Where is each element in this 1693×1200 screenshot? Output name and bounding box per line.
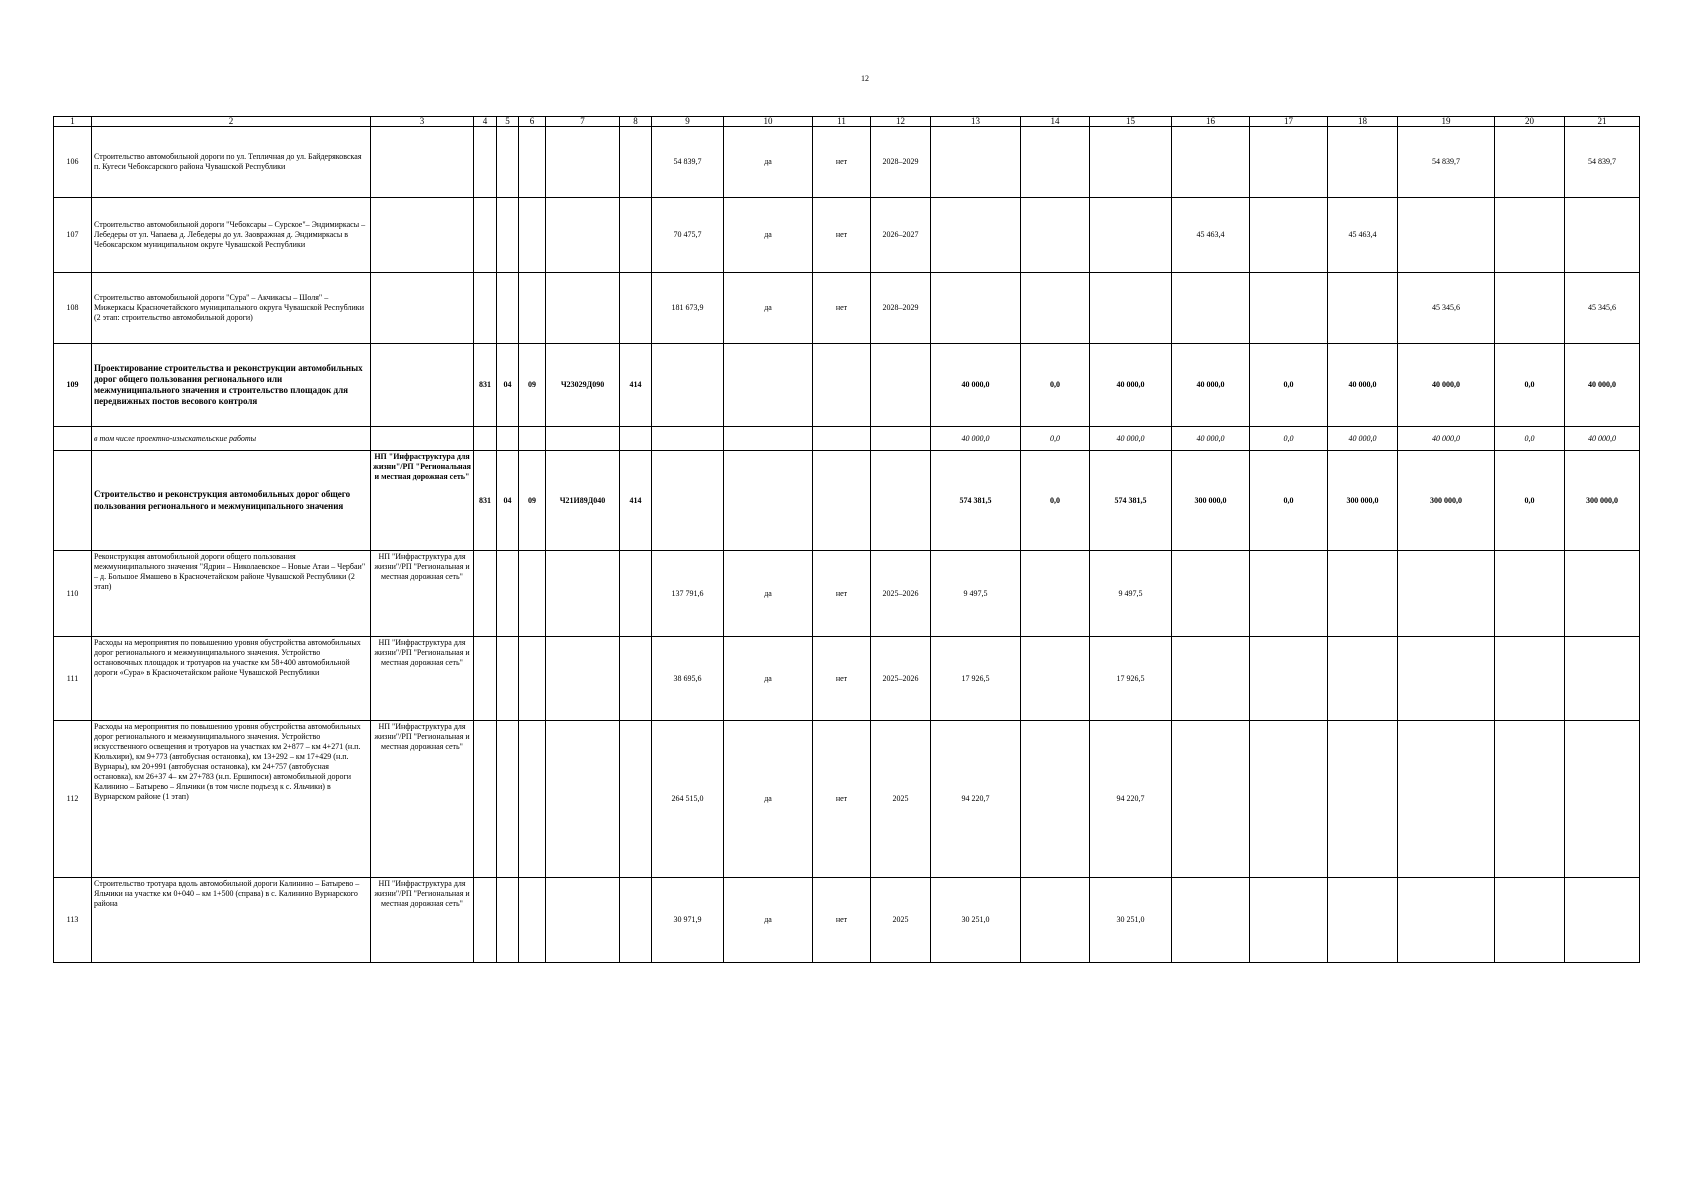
row-number: 107 [54, 198, 92, 273]
amount-cell: 0,0 [1250, 451, 1328, 551]
flag-value: да [724, 127, 813, 198]
amount-cell [1021, 127, 1090, 198]
amount-cell: 45 463,4 [1172, 198, 1250, 273]
period-value: 2028–2029 [871, 127, 931, 198]
flag-value [813, 451, 871, 551]
amount-cell [1565, 721, 1640, 878]
column-number: 9 [652, 117, 724, 127]
row-number: 110 [54, 551, 92, 637]
flag-value: да [724, 551, 813, 637]
funding-source: НП "Инфраструктура для жизни"/РП "Региональная и местная дорожная сеть" [371, 637, 474, 721]
table-row [54, 127, 1640, 198]
funding-source [371, 273, 474, 344]
amount-cell [1495, 127, 1565, 198]
budget-code: 831 [474, 451, 497, 551]
measure-name: Строительство тротуара вдоль автомобильной дороги Калинино – Батырево – Яльчики на участке км 0+040 – км 1+500 (справа) в с. Калинино Вурнарского района [92, 878, 371, 963]
amount-cell [1090, 273, 1172, 344]
budget-code [497, 878, 519, 963]
amount-cell: 300 000,0 [1398, 451, 1495, 551]
amount-cell [1021, 273, 1090, 344]
flag-value: нет [813, 878, 871, 963]
column-number-row [54, 117, 1640, 127]
amount-cell [1250, 127, 1328, 198]
measure-name: Расходы на мероприятия по повышению уровня обустройства автомобильных дорог регионального и межмуниципального значения. Устройство остановочных площадок и тротуаров на участке км 58+400 автомобильной дороги «Сура» в Красночетайском районе Чувашской Республики [92, 637, 371, 721]
amount-cell [931, 198, 1021, 273]
measure-name: Строительство автомобильной дороги "Чебоксары – Сурское"– Эндимиркасы – Лебедеры от ул. Чапаева д. Лебедеры до ул. Заовражная д. Эндимиркасы в Чебоксарском муниципальном округе Чувашской Республики [92, 198, 371, 273]
flag-value: нет [813, 551, 871, 637]
amount-cell [1172, 637, 1250, 721]
amount-cell [1021, 878, 1090, 963]
budget-code [546, 198, 620, 273]
funding-source: НП "Инфраструктура для жизни"/РП "Региональная и местная дорожная сеть" [371, 551, 474, 637]
amount-cell [1090, 198, 1172, 273]
flag-value: да [724, 637, 813, 721]
budget-code: 04 [497, 344, 519, 427]
amount-cell: 40 000,0 [1565, 344, 1640, 427]
budget-code: Ч21И89Д040 [546, 451, 620, 551]
budget-code [497, 198, 519, 273]
budget-code [519, 127, 546, 198]
amount-cell [1495, 551, 1565, 637]
estimated-cost: 264 515,0 [652, 721, 724, 878]
amount-cell [1565, 878, 1640, 963]
amount-cell [1250, 198, 1328, 273]
amount-cell: 40 000,0 [1172, 427, 1250, 451]
estimated-cost [652, 451, 724, 551]
estimated-cost [652, 344, 724, 427]
amount-cell [1172, 127, 1250, 198]
budget-code [474, 427, 497, 451]
period-value [871, 344, 931, 427]
column-number: 13 [931, 117, 1021, 127]
measure-name: Расходы на мероприятия по повышению уровня обустройства автомобильных дорог регионального и межмуниципального значения. Устройство искусственного освещения и тротуаров на участках км 2+877 – км 4+271 (н.п. Кюльхири), км 9+773 (автобусная остановка), км 13+292 – км 17+429 (н.п. Вурнары), км 20+991 (автобусная остановка), км 24+757 (автобусная остановка), км 26+37 4– км 27+783 (н.п. Ершипоси) автомобильной дороги Калинино – Батырево – Яльчики (в том числе подъезд к с. Яльчики) в Вурнарском районе (1 этап) [92, 721, 371, 878]
column-number: 12 [871, 117, 931, 127]
amount-cell: 40 000,0 [1172, 344, 1250, 427]
program-table [53, 116, 1640, 963]
measure-name: Строительство автомобильной дороги "Сура" – Акчикасы – Шоля" – Мижеркасы Красночетайского муниципального округа Чувашской Республики (2 этап: строительство автомобильной дороги) [92, 273, 371, 344]
budget-code: 04 [497, 451, 519, 551]
amount-cell: 574 381,5 [931, 451, 1021, 551]
column-number: 11 [813, 117, 871, 127]
amount-cell [1172, 878, 1250, 963]
budget-code [474, 273, 497, 344]
table-row [54, 637, 1640, 721]
amount-cell: 0,0 [1021, 344, 1090, 427]
amount-cell [1398, 721, 1495, 878]
amount-cell [1021, 551, 1090, 637]
amount-cell [1172, 273, 1250, 344]
amount-cell: 300 000,0 [1172, 451, 1250, 551]
column-number: 17 [1250, 117, 1328, 127]
amount-cell: 45 345,6 [1565, 273, 1640, 344]
amount-cell [1328, 127, 1398, 198]
budget-code [620, 273, 652, 344]
column-number: 4 [474, 117, 497, 127]
amount-cell: 54 839,7 [1398, 127, 1495, 198]
amount-cell: 30 251,0 [931, 878, 1021, 963]
budget-code [497, 637, 519, 721]
amount-cell [1328, 721, 1398, 878]
budget-code [620, 198, 652, 273]
amount-cell [1021, 721, 1090, 878]
funding-source: НП "Инфраструктура для жизни"/РП "Региональная и местная дорожная сеть" [371, 451, 474, 551]
measure-name: в том числе проектно-изыскательские работы [92, 427, 371, 451]
table-row [54, 344, 1640, 427]
amount-cell [1172, 551, 1250, 637]
flag-value: да [724, 273, 813, 344]
amount-cell [1495, 637, 1565, 721]
budget-code [474, 127, 497, 198]
flag-value [724, 344, 813, 427]
amount-cell: 40 000,0 [1398, 427, 1495, 451]
column-number: 15 [1090, 117, 1172, 127]
budget-code [620, 878, 652, 963]
budget-code [474, 878, 497, 963]
amount-cell: 17 926,5 [1090, 637, 1172, 721]
row-number: 111 [54, 637, 92, 721]
flag-value [724, 451, 813, 551]
row-number: 112 [54, 721, 92, 878]
amount-cell [1328, 637, 1398, 721]
amount-cell: 0,0 [1495, 427, 1565, 451]
estimated-cost [652, 427, 724, 451]
row-number: 106 [54, 127, 92, 198]
budget-code [497, 127, 519, 198]
table-row [54, 721, 1640, 878]
budget-code [546, 878, 620, 963]
period-value [871, 427, 931, 451]
measure-name: Проектирование строительства и реконструкции автомобильных дорог общего пользования регионального или межмуниципального значения и строительство площадок для передвижных постов весового контроля [92, 344, 371, 427]
amount-cell [1398, 551, 1495, 637]
amount-cell [1328, 878, 1398, 963]
column-number: 8 [620, 117, 652, 127]
amount-cell: 30 251,0 [1090, 878, 1172, 963]
amount-cell: 9 497,5 [931, 551, 1021, 637]
amount-cell [1495, 878, 1565, 963]
flag-value: да [724, 721, 813, 878]
amount-cell: 0,0 [1495, 451, 1565, 551]
flag-value: да [724, 198, 813, 273]
column-number: 21 [1565, 117, 1640, 127]
amount-cell [1250, 637, 1328, 721]
column-number: 1 [54, 117, 92, 127]
flag-value [813, 344, 871, 427]
amount-cell [1250, 721, 1328, 878]
flag-value [724, 427, 813, 451]
column-number: 14 [1021, 117, 1090, 127]
budget-code [497, 427, 519, 451]
amount-cell [1021, 637, 1090, 721]
column-number: 16 [1172, 117, 1250, 127]
flag-value: нет [813, 721, 871, 878]
budget-code [620, 721, 652, 878]
table-row [54, 451, 1640, 551]
table-row [54, 198, 1640, 273]
budget-code: 831 [474, 344, 497, 427]
amount-cell: 40 000,0 [1090, 344, 1172, 427]
measure-name: Строительство автомобильной дороги по ул. Тепличная до ул. Байдеряковская п. Кугеси Чебоксарского района Чувашской Республики [92, 127, 371, 198]
amount-cell [1495, 721, 1565, 878]
amount-cell [1328, 551, 1398, 637]
row-number [54, 451, 92, 551]
amount-cell [1565, 551, 1640, 637]
amount-cell [1398, 878, 1495, 963]
column-number: 18 [1328, 117, 1398, 127]
funding-source: НП "Инфраструктура для жизни"/РП "Региональная и местная дорожная сеть" [371, 721, 474, 878]
amount-cell: 300 000,0 [1565, 451, 1640, 551]
funding-source [371, 344, 474, 427]
table-row [54, 551, 1640, 637]
budget-code: 414 [620, 451, 652, 551]
budget-code [546, 427, 620, 451]
budget-code [519, 427, 546, 451]
amount-cell [1565, 198, 1640, 273]
amount-cell: 94 220,7 [931, 721, 1021, 878]
table-row [54, 427, 1640, 451]
budget-code [620, 637, 652, 721]
budget-code [620, 427, 652, 451]
flag-value: нет [813, 198, 871, 273]
flag-value: нет [813, 127, 871, 198]
amount-cell [1495, 198, 1565, 273]
flag-value: нет [813, 273, 871, 344]
amount-cell [1250, 878, 1328, 963]
amount-cell [1565, 637, 1640, 721]
budget-code [497, 551, 519, 637]
amount-cell [1398, 637, 1495, 721]
budget-code [474, 721, 497, 878]
amount-cell: 40 000,0 [1328, 344, 1398, 427]
amount-cell [1328, 273, 1398, 344]
amount-cell: 40 000,0 [931, 344, 1021, 427]
amount-cell: 40 000,0 [1328, 427, 1398, 451]
amount-cell: 40 000,0 [1565, 427, 1640, 451]
amount-cell [1495, 273, 1565, 344]
budget-code [474, 198, 497, 273]
column-number: 7 [546, 117, 620, 127]
estimated-cost: 181 673,9 [652, 273, 724, 344]
amount-cell: 0,0 [1495, 344, 1565, 427]
amount-cell: 45 463,4 [1328, 198, 1398, 273]
amount-cell [1172, 721, 1250, 878]
table-row [54, 273, 1640, 344]
flag-value: нет [813, 637, 871, 721]
amount-cell: 40 000,0 [1398, 344, 1495, 427]
column-number: 10 [724, 117, 813, 127]
budget-code [497, 273, 519, 344]
amount-cell: 54 839,7 [1565, 127, 1640, 198]
flag-value: да [724, 878, 813, 963]
funding-source: НП "Инфраструктура для жизни"/РП "Региональная и местная дорожная сеть" [371, 878, 474, 963]
funding-source [371, 427, 474, 451]
funding-source [371, 127, 474, 198]
estimated-cost: 137 791,6 [652, 551, 724, 637]
amount-cell: 40 000,0 [931, 427, 1021, 451]
funding-source [371, 198, 474, 273]
budget-code: 09 [519, 344, 546, 427]
table-row [54, 878, 1640, 963]
budget-code: Ч23029Д090 [546, 344, 620, 427]
amount-cell: 17 926,5 [931, 637, 1021, 721]
budget-code [546, 637, 620, 721]
estimated-cost: 54 839,7 [652, 127, 724, 198]
column-number: 19 [1398, 117, 1495, 127]
budget-code [519, 551, 546, 637]
column-number: 2 [92, 117, 371, 127]
amount-cell: 0,0 [1250, 427, 1328, 451]
measure-name: Реконструкция автомобильной дороги общего пользования межмуниципального значения "Ядрин – Николаевское – Новые Атаи – Чербаи" – д. Большое Ямашево в Красночетайском районе Чувашской Республики (2 этап) [92, 551, 371, 637]
row-number: 109 [54, 344, 92, 427]
budget-code [546, 721, 620, 878]
budget-code [519, 878, 546, 963]
budget-code [620, 551, 652, 637]
budget-code [519, 198, 546, 273]
estimated-cost: 70 475,7 [652, 198, 724, 273]
amount-cell: 0,0 [1021, 451, 1090, 551]
amount-cell: 94 220,7 [1090, 721, 1172, 878]
amount-cell: 45 345,6 [1398, 273, 1495, 344]
budget-code: 09 [519, 451, 546, 551]
amount-cell [931, 127, 1021, 198]
budget-code [497, 721, 519, 878]
period-value [871, 451, 931, 551]
budget-code [519, 721, 546, 878]
period-value: 2028–2029 [871, 273, 931, 344]
estimated-cost: 38 695,6 [652, 637, 724, 721]
amount-cell: 300 000,0 [1328, 451, 1398, 551]
amount-cell [1090, 127, 1172, 198]
column-number: 6 [519, 117, 546, 127]
amount-cell [931, 273, 1021, 344]
amount-cell: 0,0 [1021, 427, 1090, 451]
amount-cell: 9 497,5 [1090, 551, 1172, 637]
column-number: 5 [497, 117, 519, 127]
column-number: 20 [1495, 117, 1565, 127]
column-number: 3 [371, 117, 474, 127]
estimated-cost: 30 971,9 [652, 878, 724, 963]
budget-code [546, 273, 620, 344]
period-value: 2026–2027 [871, 198, 931, 273]
budget-code [620, 127, 652, 198]
amount-cell: 40 000,0 [1090, 427, 1172, 451]
budget-code: 414 [620, 344, 652, 427]
budget-code [546, 127, 620, 198]
period-value: 2025 [871, 878, 931, 963]
row-number: 108 [54, 273, 92, 344]
period-value: 2025–2026 [871, 551, 931, 637]
flag-value [813, 427, 871, 451]
budget-code [474, 551, 497, 637]
amount-cell [1250, 551, 1328, 637]
row-number [54, 427, 92, 451]
measure-name: Строительство и реконструкция автомобильных дорог общего пользования регионального и межмуниципального значения [92, 451, 371, 551]
amount-cell: 0,0 [1250, 344, 1328, 427]
budget-code [519, 273, 546, 344]
amount-cell [1250, 273, 1328, 344]
amount-cell [1021, 198, 1090, 273]
page-number: 12 [861, 74, 869, 83]
budget-code [519, 637, 546, 721]
amount-cell [1398, 198, 1495, 273]
budget-code [474, 637, 497, 721]
amount-cell: 574 381,5 [1090, 451, 1172, 551]
period-value: 2025–2026 [871, 637, 931, 721]
period-value: 2025 [871, 721, 931, 878]
row-number: 113 [54, 878, 92, 963]
budget-code [546, 551, 620, 637]
